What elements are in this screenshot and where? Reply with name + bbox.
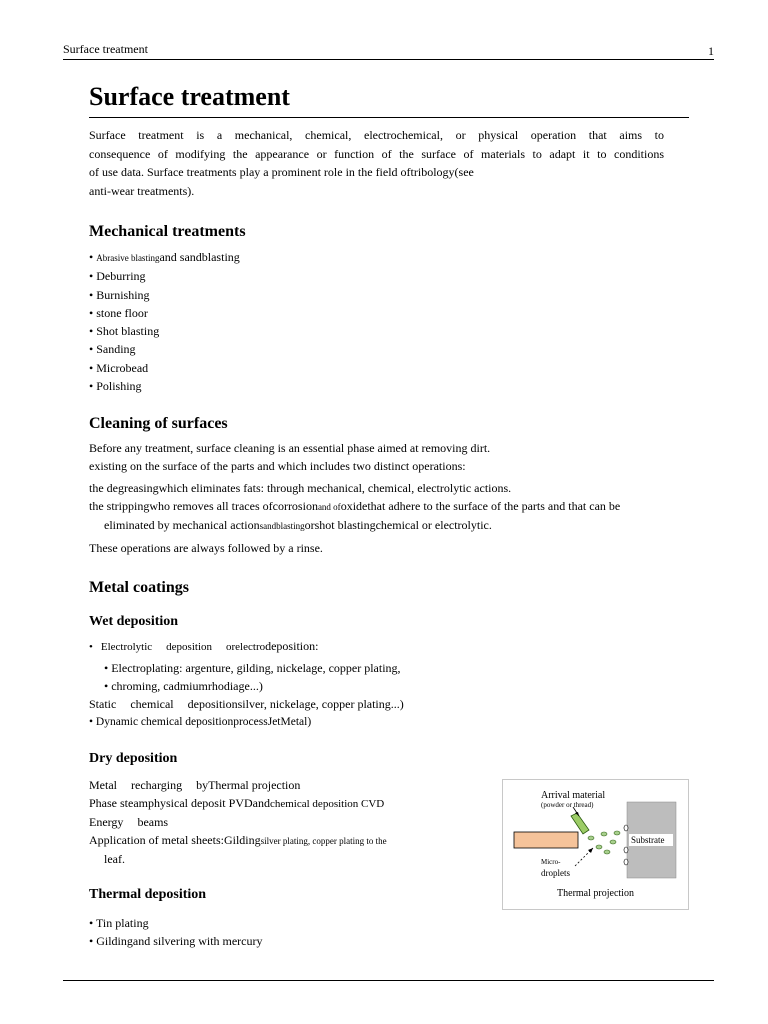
- list-item-text: chroming, cadmiumrhodiage...): [111, 679, 263, 693]
- bullet: •: [89, 324, 94, 339]
- bullet: •: [89, 342, 94, 357]
- dry-list: [89, 776, 489, 868]
- text-run-small: silver plating, copper plating to the: [260, 836, 387, 846]
- text-run: chemical: [130, 697, 174, 711]
- text-run: oxidethat adhere to the surface of the parts and that can be: [340, 499, 621, 513]
- subsection-heading: Thermal deposition: [89, 887, 207, 902]
- text-line: leaf.: [104, 852, 125, 866]
- list-item: [89, 286, 689, 304]
- list-item: [89, 304, 689, 322]
- micro-label: Micro-: [541, 858, 561, 866]
- cleaning-paragraph: [89, 439, 689, 557]
- subsection-thermal: [89, 886, 489, 950]
- page-number: 1: [708, 44, 714, 58]
- droplets-label: droplets: [541, 868, 570, 878]
- section-heading: Metal coatings: [89, 579, 189, 596]
- section-mechanical: [89, 222, 689, 395]
- text-line: These operations are always followed by a rinse.: [89, 541, 323, 555]
- list-item-text: Deburring: [96, 269, 146, 284]
- text-run: eliminated by mechanical action: [104, 518, 260, 532]
- list-item-text: Dynamic chemical depositionprocessJetMetal): [95, 716, 312, 728]
- subsection-wet: [89, 613, 689, 731]
- list-item: [89, 322, 689, 340]
- list-item-text: Tin plating: [96, 916, 149, 930]
- text-run-small: sandblasting: [259, 521, 305, 531]
- text-run: Static: [89, 697, 117, 711]
- text-run: deposition:: [265, 639, 319, 653]
- text-run: orelectro: [226, 641, 266, 653]
- list-item: [89, 914, 489, 932]
- droplet: [588, 836, 594, 840]
- list-item: [89, 359, 689, 377]
- document-body: [89, 82, 689, 200]
- figure-caption: Thermal projection: [557, 888, 634, 899]
- intro-paragraph: [89, 126, 664, 200]
- bullet: •: [89, 360, 94, 375]
- list-item-text: stone floor: [96, 305, 148, 320]
- torch-nozzle: [514, 832, 578, 848]
- footer-rule: [63, 980, 714, 981]
- thermal-list: [89, 914, 489, 950]
- text-run: byThermal projection: [196, 778, 301, 792]
- list-item: [89, 713, 689, 731]
- list-item: [89, 932, 489, 950]
- bullet: •: [89, 916, 94, 930]
- intro-line: Surface treatment is a mechanical, chemical, electrochemical, or physical operation that aims to: [89, 128, 664, 142]
- text-run: deposition: [166, 641, 213, 653]
- list-item-small-text: Abrasive blasting: [96, 253, 160, 263]
- intro-line: consequence of modifying the appearance or function of the surface of materials to adapt it to conditions: [89, 146, 664, 161]
- list-item-text: Microbead: [96, 360, 149, 375]
- section-heading: Cleaning of surfaces: [89, 415, 228, 432]
- splat: [624, 825, 628, 831]
- bullet: •: [89, 305, 94, 320]
- splat: [624, 859, 628, 865]
- text-run: Application of metal sheets:Gilding: [89, 833, 261, 847]
- text-run: Energy: [89, 815, 124, 829]
- bullet: •: [89, 250, 94, 264]
- intro-line: of use data. Surface treatments play a prominent role in the field oftribology(see: [89, 165, 474, 179]
- splat: [624, 847, 628, 853]
- list-item-text: and sandblasting: [159, 250, 240, 264]
- text-run: beams: [137, 815, 169, 829]
- section-cleaning: [89, 414, 689, 557]
- substrate-label: Substrate: [631, 835, 665, 845]
- page-title: Surface treatment: [89, 82, 689, 118]
- mechanical-list: [89, 248, 689, 395]
- text-line: [89, 516, 689, 535]
- droplet: [601, 832, 607, 836]
- subsection-heading: Wet deposition: [89, 614, 179, 629]
- droplet: [596, 845, 602, 849]
- text-line: [89, 813, 489, 831]
- feed-tube: [571, 813, 589, 834]
- list-item-text: Burnishing: [96, 287, 150, 302]
- bullet: •: [89, 287, 94, 302]
- powder-label: (powder or thread): [541, 801, 594, 809]
- droplet: [614, 831, 620, 835]
- bullet: •: [104, 679, 109, 693]
- bullet: •: [89, 716, 94, 728]
- list-item: [89, 267, 689, 285]
- subsection-heading: Dry deposition: [89, 751, 178, 766]
- bullet: •: [89, 269, 94, 284]
- text-run: chemical deposition CVD: [269, 798, 385, 810]
- text-line: Before any treatment, surface cleaning is an essential phase aimed at removing dirt.: [89, 441, 491, 455]
- text-run: Electrolytic: [100, 641, 153, 653]
- text-line: [89, 776, 489, 794]
- list-item: [89, 677, 689, 695]
- droplet: [610, 840, 616, 844]
- text-run: Metal: [89, 778, 117, 792]
- text-line: the degreasingwhich eliminates fats: through mechanical, chemical, electrolytic actions.: [89, 481, 512, 495]
- text-run: depositionsilver, nickelage, copper plating...): [187, 697, 404, 711]
- text-run-small: and of: [317, 502, 341, 512]
- text-line: [89, 794, 489, 813]
- droplet: [604, 850, 610, 854]
- section-metal-coatings: [89, 578, 689, 598]
- list-item-text: Shot blasting: [96, 324, 160, 339]
- droplet-arrow-head: [588, 848, 593, 853]
- text-line: existing on the surface of the parts and which includes two distinct operations:: [89, 459, 466, 473]
- wet-list: [89, 637, 689, 731]
- text-line: [89, 831, 489, 850]
- text-run: the strippingwho removes all traces ofcorrosion: [89, 499, 318, 513]
- text-run: Phase steamphysical deposit PVDand: [89, 796, 270, 810]
- bullet: •: [89, 641, 93, 653]
- running-header-title: Surface treatment: [63, 42, 148, 56]
- list-item: [89, 659, 689, 677]
- bullet: •: [89, 934, 94, 948]
- running-header: [63, 42, 714, 60]
- bullet: •: [104, 661, 109, 675]
- text-line: [89, 497, 689, 516]
- arrival-material-label: Arrival material: [541, 790, 606, 801]
- text-run: orshot blastingchemical or electrolytic.: [304, 518, 492, 532]
- list-item: [89, 248, 689, 267]
- list-item: [89, 377, 689, 395]
- thermal-projection-diagram: [503, 780, 688, 888]
- list-item-text: Gildingand silvering with mercury: [96, 934, 263, 948]
- list-item: [89, 637, 689, 656]
- section-heading: Mechanical treatments: [89, 223, 246, 240]
- thermal-projection-figure: [502, 779, 689, 910]
- list-item-text: Polishing: [96, 379, 142, 394]
- subsection-dry: [89, 750, 489, 868]
- bullet: •: [89, 379, 94, 394]
- text-line: [89, 695, 689, 713]
- list-item: [89, 340, 689, 358]
- list-item-text: Electroplating: argenture, gilding, nickelage, copper plating,: [111, 661, 401, 675]
- intro-line: anti-wear treatments).: [89, 183, 195, 198]
- text-run: recharging: [131, 778, 183, 792]
- list-item-text: Sanding: [96, 342, 136, 357]
